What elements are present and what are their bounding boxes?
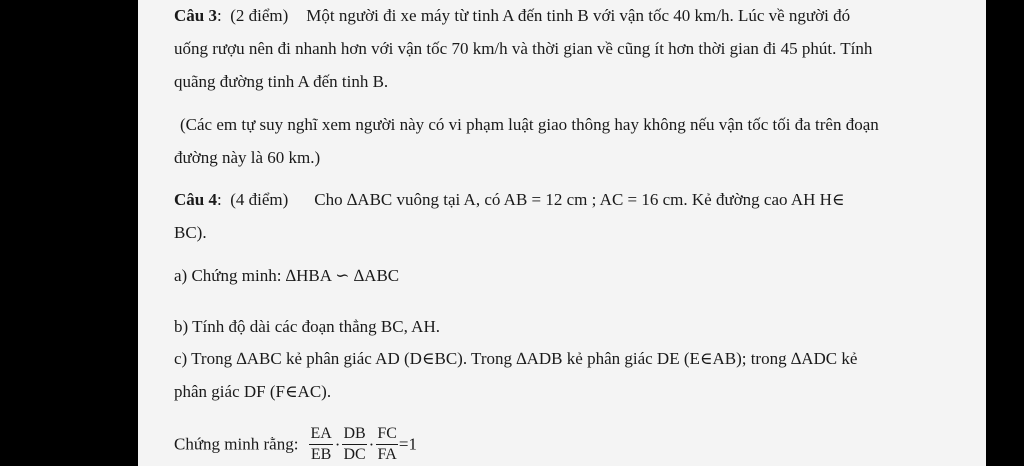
fraction-denominator: EB	[310, 446, 332, 463]
q4-prove-line	[174, 424, 417, 465]
fraction-denominator: DC	[343, 446, 366, 463]
q4-part-c-line2: phân giác DF (F∈AC).	[174, 382, 332, 401]
q3-note-line2: đường này là 60 km.)	[174, 148, 321, 167]
fraction-numerator: DB	[342, 424, 366, 445]
q3-points: (2 điểm)	[230, 6, 289, 25]
q3-text-line1: Một người đi xe máy từ tinh A đến tinh B với vận tốc 40 km/h. Lúc về người đó	[306, 6, 851, 25]
document-page	[138, 0, 986, 466]
q3-label: Câu 3	[174, 6, 217, 25]
q3-text-line3: quãng đường tinh A đến tinh B.	[174, 72, 389, 91]
q3-text-line2: uống rượu nên đi nhanh hơn với vận tốc 70 km/h và thời gian về cũng ít hơn thời gian đi 45 phút. Tính	[174, 39, 873, 58]
fraction-ea-eb	[309, 424, 332, 465]
q4-text-line1: Cho ∆ABC vuông tại A, có AB = 12 cm ; AC = 16 cm. Kẻ đường cao AH H∈	[314, 190, 845, 209]
q4-line1: Câu 4: (4 điểm) Cho ∆ABC vuông tại A, có AB = 12 cm ; AC = 16 cm. Kẻ đường cao AH H∈	[174, 190, 845, 209]
q4-text-line2: BC).	[174, 223, 207, 242]
q4-points: (4 điểm)	[230, 190, 289, 209]
fraction-fc-fa	[376, 424, 398, 465]
fraction-denominator: FA	[377, 446, 397, 463]
q4-label: Câu 4	[174, 190, 217, 209]
equals-one: =1	[398, 434, 418, 454]
q4-part-a: a) Chứng minh: ∆HBA ∽ ∆ABC	[174, 266, 400, 285]
multiply-dot: ·	[334, 434, 341, 454]
fraction-db-dc	[342, 424, 366, 465]
q4-part-b: b) Tính độ dài các đoạn thẳng BC, AH.	[174, 317, 440, 336]
q3-note-line1: (Các em tự suy nghĩ xem người này có vi phạm luật giao thông hay không nếu vận tốc tối đa trên đoạn	[180, 115, 879, 134]
fraction-numerator: EA	[309, 424, 332, 445]
q4-part-c-line1: c) Trong ∆ABC kẻ phân giác AD (D∈BC). Trong ∆ADB kẻ phân giác DE (E∈AB); trong ∆ADC kẻ	[174, 349, 858, 368]
prove-label: Chứng minh rằng:	[174, 434, 299, 454]
multiply-dot: ·	[368, 434, 375, 454]
q3-line1: Câu 3: (2 điểm) Một người đi xe máy từ tinh A đến tinh B với vận tốc 40 km/h. Lúc về người đó	[174, 6, 851, 25]
fraction-numerator: FC	[376, 424, 398, 445]
